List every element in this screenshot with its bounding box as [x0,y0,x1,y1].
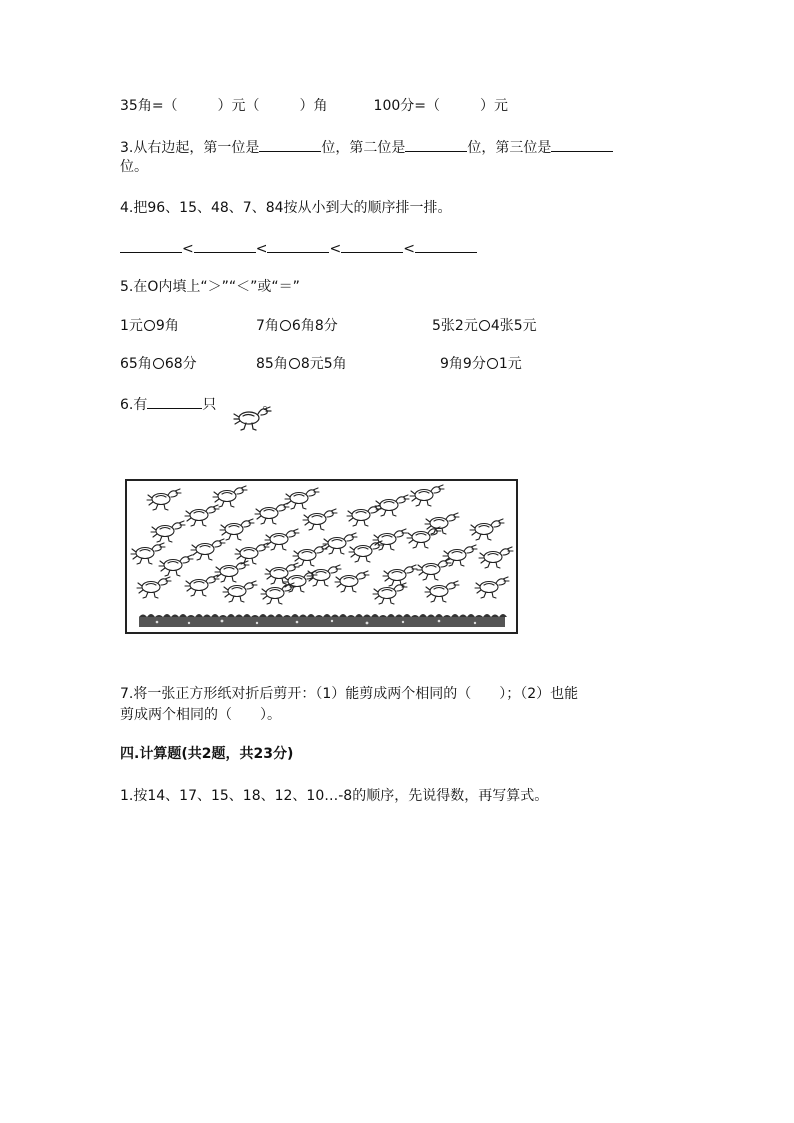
calc-question-1 [120,786,548,806]
compare-circle[interactable] [144,320,155,331]
q4-blank-2[interactable] [194,238,256,253]
q4-text: 4.把96、15、48、7、84按从小到大的顺序排一排。 [120,200,452,216]
q4-lt-3: < [329,241,342,257]
compare-circle[interactable] [479,320,490,331]
chicks-picture [125,479,518,634]
q3-blank-1[interactable] [259,137,321,152]
q5-question [120,277,300,297]
q4-blank-5[interactable] [415,238,477,253]
q5-row1-item3 [432,316,537,336]
q3-text-a: 3.从右边起，第一位是 [120,140,260,156]
q5-r2-2-b: 8元5角 [300,356,347,372]
q3-blank-2[interactable] [405,137,467,152]
q7-question-line1 [120,684,578,704]
section-title [120,744,293,764]
compare-circle[interactable] [289,358,300,369]
q7-line1: 7.将一张正方形纸对折后剪开：（1）能剪成两个相同的（ ）；（2）也能 [120,686,579,702]
q4-answer-row [120,238,477,259]
q3-text-d: 位。 [120,159,148,175]
compare-circle[interactable] [487,358,498,369]
q5-text: 5.在O内填上“＞”“＜”或“＝” [120,279,300,295]
q4-blank-1[interactable] [120,238,182,253]
q7-question-line2 [120,705,281,725]
q2-money-line [120,96,508,116]
q2-part-d: 100分=（ [373,98,440,114]
chick-icon [232,402,272,432]
q4-lt-2: < [255,241,268,257]
q2-part-b: ）元（ [217,98,260,114]
calc1-text: 1.按14、17、15、18、12、10…-8的顺序，先说得数，再写算式。 [120,788,549,804]
q3-text-c: 位，第三位是 [467,140,552,156]
q5-row2-item3 [440,354,522,374]
compare-circle[interactable] [280,320,291,331]
q3-text-b: 位，第二位是 [321,140,406,156]
q4-lt-1: < [182,241,194,257]
q5-r2-3-a: 9角9分 [440,356,486,372]
q2-part-c: ）角 [299,98,328,114]
q4-lt-4: < [403,241,415,257]
q5-r2-2-a: 85角 [256,356,288,372]
q6-text-c: 。 [262,397,277,413]
q5-r2-1-a: 65角 [120,356,152,372]
q5-r1-1-a: 1元 [120,318,143,334]
q2-part-e: ）元 [480,98,508,114]
q5-r1-2-a: 7角 [256,318,279,334]
section4-title: 四.计算题(共2题，共23分) [120,746,294,762]
q5-row2-item2 [256,354,347,374]
q5-r1-1-b: 9角 [155,318,179,334]
q7-line2: 剪成两个相同的（ ）。 [120,707,281,723]
q5-r2-3-b: 1元 [498,356,522,372]
q5-r1-3-b: 4张5元 [490,318,537,334]
q6-blank[interactable] [147,394,202,409]
q5-row1-item1 [120,316,179,336]
q6-text-a: 6.有 [120,397,148,413]
q3-blank-3[interactable] [551,137,613,152]
q5-r1-2-b: 6角8分 [291,318,338,334]
q5-r1-3-a: 5张2元 [432,318,478,334]
q5-row2-item1 [120,354,197,374]
q4-blank-4[interactable] [341,238,403,253]
q2-part-a: 35角=（ [120,98,178,114]
q4-blank-3[interactable] [267,238,329,253]
chicks-illustration [127,481,516,632]
compare-circle[interactable] [153,358,164,369]
q5-r2-1-b: 68分 [164,356,197,372]
grass-strip [139,614,507,627]
q4-question [120,198,452,218]
q3-question [120,137,613,158]
chick-flock [131,485,513,604]
q5-row1-item2 [256,316,338,336]
q6-text-b: 只 [202,397,217,413]
q3-question-cont [120,157,148,177]
